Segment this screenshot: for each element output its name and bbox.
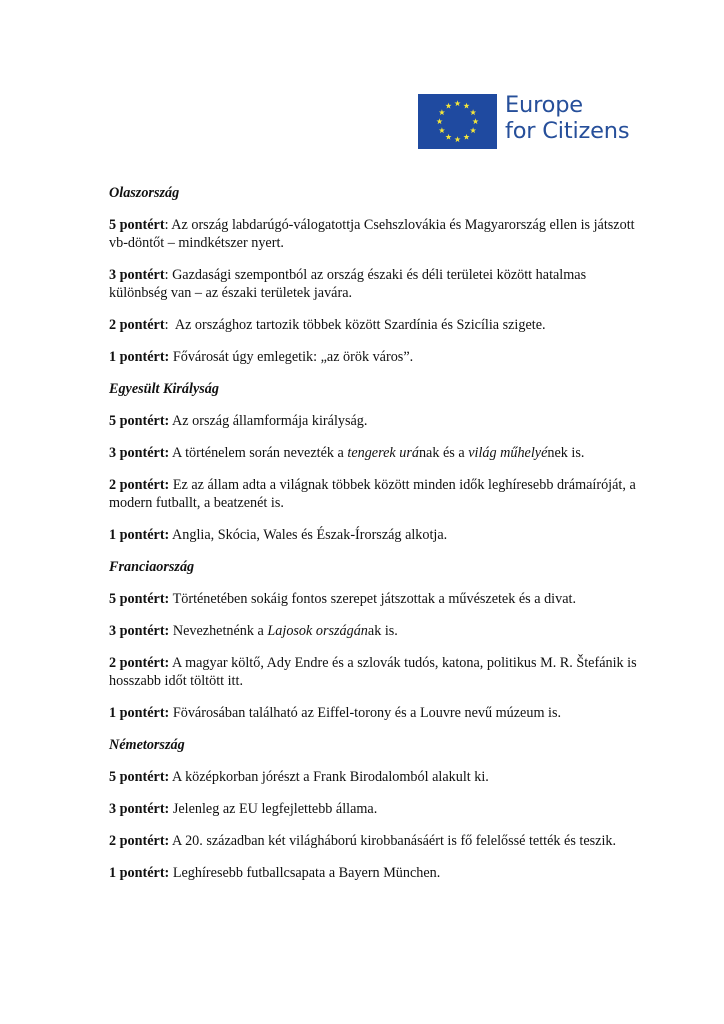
emphasized-text: világ műhelyé	[468, 445, 548, 461]
clue-text: Ez az állam adta a világnak többek között minden idők leghíresebb drámaíróját, a modern futballt, a beatzenét is.	[109, 477, 640, 511]
points-label: 2 pontért:	[109, 833, 170, 849]
eu-stars-icon	[418, 94, 497, 149]
clue-text: Az ország labdarúgó-válogatottja Csehszlovákia és Magyarország ellen is játszott vb-döntőt – mindkétszer nyert.	[109, 217, 639, 251]
logo-text	[505, 92, 629, 144]
star-icon	[439, 109, 445, 115]
clue-item	[109, 266, 639, 302]
points-label: 1 pontért:	[109, 349, 170, 365]
points-label: 2 pontért:	[109, 655, 170, 671]
points-label: 3 pontért:	[109, 445, 170, 461]
emphasized-text: Lajosok országán	[267, 623, 368, 639]
star-icon	[454, 136, 460, 142]
section-heading: Egyesült Királyság	[109, 381, 219, 397]
clue-text: nak és a	[418, 445, 469, 461]
clue-text: Anglia, Skócia, Wales és Észak-Írország alkotja.	[169, 527, 448, 543]
points-label: 2 pontért:	[109, 477, 170, 493]
clue-text: A történelem során nevezték a	[169, 445, 348, 461]
clue-text: Nevezhetnénk a	[169, 623, 268, 639]
star-icon	[439, 127, 445, 133]
points-label: 1 pontért:	[109, 705, 170, 721]
star-icon	[470, 109, 476, 115]
clue-item	[109, 800, 639, 818]
document-body	[109, 184, 639, 896]
section-heading: Franciaország	[109, 559, 195, 575]
clue-item	[109, 526, 639, 544]
points-label: 3 pontért:	[109, 801, 170, 817]
star-icon	[472, 118, 478, 124]
star-icon	[463, 134, 469, 140]
clue-text: Az országhoz tartozik többek között Szardínia és Szicília szigete.	[168, 317, 546, 333]
europe-for-citizens-logo	[418, 94, 636, 150]
clue-item	[109, 832, 639, 850]
clue-item	[109, 316, 639, 334]
points-label: 5 pontért:	[109, 413, 170, 429]
clue-item	[109, 704, 639, 722]
points-label: 5 pontért:	[109, 591, 170, 607]
clue-item	[109, 216, 639, 252]
clue-text: A középkorban jórészt a Frank Birodalomból alakult ki.	[169, 769, 489, 785]
points-label: 3 pontért	[109, 267, 165, 283]
clue-text: A magyar költő, Ady Endre és a szlovák tudós, katona, politikus M. R. Štefánik is hosszabb időt töltött itt.	[109, 655, 641, 689]
eu-flag-icon	[418, 94, 497, 149]
star-icon	[445, 134, 451, 140]
clue-text: Gazdasági szempontból az ország északi és déli területei között hatalmas különbség van – az északi területek javára.	[109, 267, 590, 301]
clue-item	[109, 476, 639, 512]
points-label: 5 pontért:	[109, 769, 170, 785]
clue-item	[109, 864, 639, 882]
section-heading: Németország	[109, 737, 185, 753]
clue-text: Fövárosában található az Eiffel-torony és a Louvre nevű múzeum is.	[169, 705, 562, 721]
clue-item	[109, 590, 639, 608]
clue-text: Fővárosát úgy emlegetik: „az örök város”.	[169, 349, 414, 365]
star-icon	[463, 103, 469, 109]
emphasized-text: tengerek urá	[347, 445, 419, 461]
clue-item	[109, 444, 639, 462]
points-label: 2 pontért	[109, 317, 165, 333]
points-label: 3 pontért:	[109, 623, 170, 639]
clue-text: Jelenleg az EU legfejlettebb állama.	[169, 801, 378, 817]
label-separator: :	[164, 217, 169, 233]
clue-item	[109, 654, 639, 690]
clue-text: Leghíresebb futballcsapata a Bayern München.	[169, 865, 441, 881]
points-label: 1 pontért:	[109, 527, 170, 543]
star-icon	[470, 127, 476, 133]
label-separator: :	[164, 317, 169, 333]
logo-line-2: for Citizens	[505, 118, 630, 144]
clue-item	[109, 622, 639, 640]
points-label: 1 pontért:	[109, 865, 170, 881]
section-heading: Olaszország	[109, 185, 180, 201]
star-icon	[445, 103, 451, 109]
clue-text: ak is.	[367, 623, 398, 639]
clue-item	[109, 348, 639, 366]
star-icon	[436, 118, 442, 124]
label-separator: :	[164, 267, 169, 283]
clue-text: Történetében sokáig fontos szerepet játszottak a művészetek és a divat.	[169, 591, 576, 607]
clue-item	[109, 768, 639, 786]
clue-text: A 20. században két világháború kirobbanásáért is fő felelőssé tették és teszik.	[169, 833, 617, 849]
logo-line-1: Europe	[505, 92, 583, 118]
clue-text: Az ország államformája királyság.	[169, 413, 368, 429]
clue-item	[109, 412, 639, 430]
clue-text: nek is.	[547, 445, 585, 461]
points-label: 5 pontért	[109, 217, 165, 233]
star-icon	[454, 100, 460, 106]
